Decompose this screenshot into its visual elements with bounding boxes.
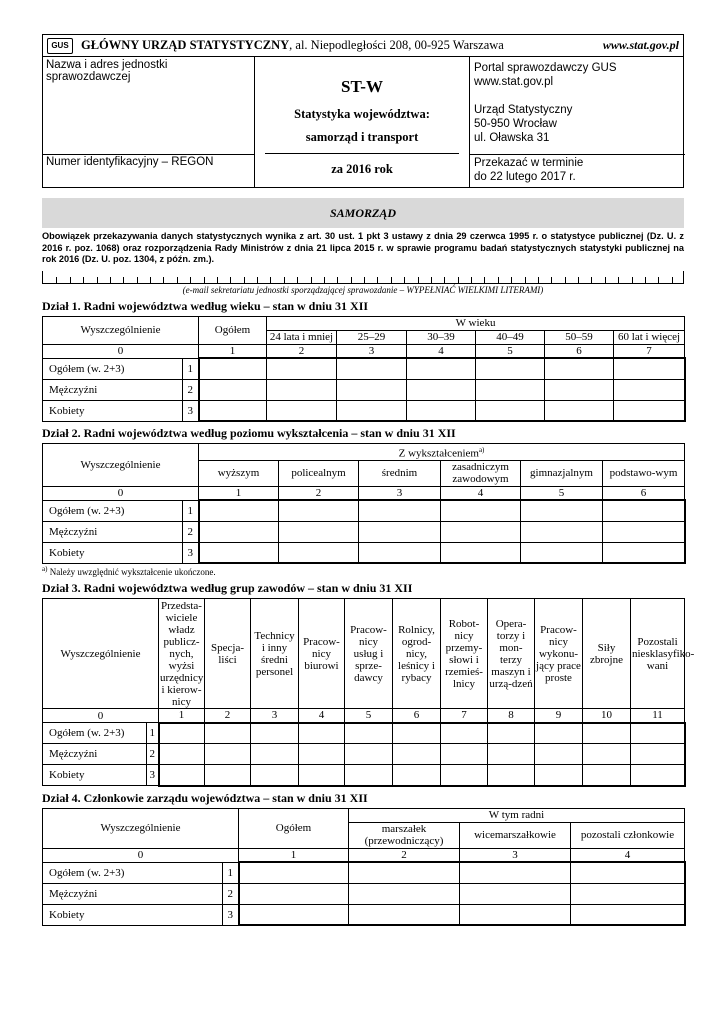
s1-head-total: Ogółem: [199, 316, 267, 344]
section1-title: Dział 1. Radni województwa według wieku – stan w dniu 31 XII: [42, 298, 369, 313]
email-char-divider: [618, 277, 619, 283]
data-cell[interactable]: [476, 358, 545, 379]
data-cell[interactable]: [603, 521, 685, 542]
email-char-divider: [498, 277, 499, 283]
email-char-divider: [137, 277, 138, 283]
s4-col-number: 2: [349, 848, 460, 862]
s3-col-header: Przedsta-wiciele władz publicz-nych, wyżsi urzędnicy i kierow-nicy: [160, 599, 204, 708]
row-label: Mężczyźni: [43, 521, 183, 542]
s3-col-number: 6: [393, 709, 441, 723]
s2-col-header: policealnym: [279, 460, 359, 486]
s3-col-number: 10: [583, 709, 631, 723]
s3-col-header: Pracow-nicy usług i sprze-dawcy: [345, 599, 393, 709]
section3-title: Dział 3. Radni województwa według grup zawodów – stan w dniu 31 XII: [42, 581, 413, 596]
email-char-divider: [471, 277, 472, 283]
table-row: [43, 400, 685, 421]
s1-head-label: Wyszczególnienie: [43, 316, 199, 344]
s2-col-header: zasadniczym zawodowym: [441, 460, 521, 486]
email-char-divider: [257, 277, 258, 283]
data-cell[interactable]: [441, 744, 488, 765]
data-cell[interactable]: [337, 400, 407, 421]
data-cell[interactable]: [614, 379, 685, 400]
data-cell[interactable]: [571, 862, 685, 883]
data-cell[interactable]: [603, 542, 685, 563]
s1-col-header: 25–29: [337, 330, 407, 344]
s1-col-number: 1: [199, 344, 267, 358]
data-cell[interactable]: [441, 521, 521, 542]
data-cell[interactable]: [571, 904, 685, 925]
email-char-divider: [177, 277, 178, 283]
row-label: Kobiety: [43, 765, 147, 786]
row-label: Kobiety: [43, 400, 183, 421]
form-top-grid: [42, 56, 684, 188]
s4-head-group: W tym radni: [349, 808, 685, 822]
deadline: [470, 155, 685, 187]
email-char-divider: [70, 277, 71, 283]
data-cell[interactable]: [545, 400, 614, 421]
email-char-divider: [431, 277, 432, 283]
office-name: Urząd Statystyczny: [474, 104, 573, 116]
email-char-divider: [284, 277, 285, 283]
s1-head-group: W wieku: [267, 316, 685, 330]
data-cell[interactable]: [345, 765, 393, 786]
email-char-divider: [551, 277, 552, 283]
data-cell[interactable]: [205, 765, 251, 786]
s2-col-header: wyższym: [199, 460, 279, 486]
s2-col-number: 5: [521, 486, 603, 500]
row-label: Ogółem (w. 2+3): [43, 723, 147, 744]
s4-col-header: wicemarszałkowie: [460, 822, 571, 848]
table-row: [43, 379, 685, 400]
email-char-divider: [605, 277, 606, 283]
row-number: 1: [183, 358, 199, 379]
s1-col-header: 30–39: [407, 330, 476, 344]
s1-col-number: 0: [43, 344, 199, 358]
data-cell[interactable]: [199, 379, 267, 400]
row-label: Mężczyźni: [43, 883, 223, 904]
email-char-divider: [244, 277, 245, 283]
gus-logo: GUS: [47, 38, 73, 54]
data-cell[interactable]: [441, 542, 521, 563]
data-cell[interactable]: [614, 400, 685, 421]
s1-col-header: 24 lata i mniej: [267, 330, 337, 344]
s2-col-header: podstawo-wym: [603, 460, 685, 486]
table-row: [43, 542, 685, 563]
s3-col-header: Robot-nicy przemy-słowi i rzemieś-lnicy: [441, 599, 488, 709]
data-cell[interactable]: [251, 765, 299, 786]
email-char-divider: [511, 277, 512, 283]
email-char-divider: [565, 277, 566, 283]
email-char-divider: [632, 277, 633, 283]
footnote-mark: a): [42, 565, 48, 574]
row-number: 1: [183, 500, 199, 521]
s1-col-header: 60 lat i więcej: [614, 330, 685, 344]
s3-col-header: Pracow-nicy biurowi: [299, 599, 345, 709]
data-cell[interactable]: [299, 744, 345, 765]
data-cell[interactable]: [583, 723, 631, 744]
section2-title: Dział 2. Radni województwa według poziomu wykształcenia – stan w dniu 31 XII: [42, 426, 456, 440]
s1-col-number: 4: [407, 344, 476, 358]
data-cell[interactable]: [545, 358, 614, 379]
s2-col-header: gimnazjalnym: [521, 460, 603, 486]
email-char-divider: [163, 277, 164, 283]
form-symbol: ST-W: [341, 77, 383, 96]
section2-table: [42, 443, 686, 564]
table-row: [43, 765, 685, 786]
row-number: 2: [183, 379, 199, 400]
s3-col-header: Opera-torzy i mon-terzy maszyn i urzą-dzeń: [488, 599, 535, 709]
s2-head-label: Wyszczególnienie: [43, 444, 199, 487]
table-row: [43, 862, 685, 883]
data-cell[interactable]: [205, 723, 251, 744]
s3-col-number: 7: [441, 709, 488, 723]
s2-head-group: [199, 444, 685, 461]
data-cell[interactable]: [159, 723, 205, 744]
s4-head-label: Wyszczególnienie: [43, 808, 239, 848]
s2-col-number: 3: [359, 486, 441, 500]
s3-col-header: Siły zbrojne: [583, 599, 631, 709]
row-label: Kobiety: [43, 904, 223, 925]
data-cell[interactable]: [583, 765, 631, 786]
form-header: [42, 34, 684, 56]
table-row: [43, 883, 685, 904]
data-cell[interactable]: [488, 723, 535, 744]
data-cell[interactable]: [631, 765, 685, 786]
data-cell[interactable]: [251, 723, 299, 744]
deadline-line2: do 22 lutego 2017 r.: [474, 171, 576, 183]
email-char-divider: [538, 277, 539, 283]
row-number: 1: [223, 862, 239, 883]
s3-col-header: Rolnicy, ogrod-nicy, leśnicy i rybacy: [393, 599, 441, 709]
data-cell[interactable]: [199, 500, 279, 521]
email-char-divider: [204, 277, 205, 283]
data-cell[interactable]: [631, 723, 685, 744]
s3-col-header: Technicy i inny średni personel: [251, 599, 299, 709]
data-cell[interactable]: [349, 904, 460, 925]
email-char-divider: [645, 277, 646, 283]
data-cell[interactable]: [279, 500, 359, 521]
table-row: [43, 358, 685, 379]
email-char-divider: [578, 277, 579, 283]
email-char-divider: [418, 277, 419, 283]
unit-name-field[interactable]: [43, 57, 254, 155]
data-cell[interactable]: [199, 521, 279, 542]
data-cell[interactable]: [345, 744, 393, 765]
data-cell[interactable]: [267, 379, 337, 400]
s2-col-header: średnim: [359, 460, 441, 486]
footnote-text: Należy uwzględnić wykształcenie ukończone.: [47, 567, 216, 578]
regon-label: Numer identyfikacyjny – REGON: [46, 156, 214, 168]
email-char-divider: [297, 277, 298, 283]
email-char-divider: [484, 277, 485, 283]
email-char-divider: [351, 277, 352, 283]
s3-col-header: Pozostali niesklasyfiko-wani: [631, 599, 685, 709]
section1-table: [42, 316, 686, 423]
email-char-divider: [150, 277, 151, 283]
email-char-divider: [404, 277, 405, 283]
s1-col-number: 3: [337, 344, 407, 358]
org-name: GŁÓWNY URZĄD STATYSTYCZNY: [81, 38, 290, 52]
data-cell[interactable]: [545, 379, 614, 400]
email-char-divider: [364, 277, 365, 283]
data-cell[interactable]: [407, 358, 476, 379]
row-number: 2: [223, 883, 239, 904]
email-char-divider: [458, 277, 459, 283]
s1-col-header: 50–59: [545, 330, 614, 344]
data-cell[interactable]: [239, 883, 349, 904]
respondent-panel: [43, 57, 255, 187]
row-number: 2: [183, 521, 199, 542]
email-char-divider: [391, 277, 392, 283]
data-cell[interactable]: [441, 500, 521, 521]
data-cell[interactable]: [239, 862, 349, 883]
s4-col-number: 4: [571, 848, 685, 862]
s2-col-number: 4: [441, 486, 521, 500]
row-number: 3: [147, 765, 159, 786]
data-cell[interactable]: [535, 765, 583, 786]
data-cell[interactable]: [614, 358, 685, 379]
email-char-divider: [525, 277, 526, 283]
s3-col-header: Pracow-nicy wykonu-jący prace proste: [535, 599, 583, 709]
email-char-divider: [230, 277, 231, 283]
data-cell[interactable]: [159, 765, 205, 786]
section3-table: [42, 598, 695, 787]
data-cell[interactable]: [359, 521, 441, 542]
section2-footnote: [42, 565, 684, 577]
data-cell[interactable]: [407, 400, 476, 421]
s4-col-header: pozostali członkowie: [571, 822, 685, 848]
regon-field[interactable]: [43, 155, 254, 187]
data-cell[interactable]: [535, 723, 583, 744]
s1-col-number: 5: [476, 344, 545, 358]
deadline-line1: Przekazać w terminie: [474, 157, 584, 169]
email-char-divider: [324, 277, 325, 283]
row-number: 1: [147, 723, 159, 744]
form-page: [42, 34, 695, 926]
email-char-divider: [190, 277, 191, 283]
data-cell[interactable]: [476, 379, 545, 400]
section-band: SAMORZĄD: [42, 198, 684, 228]
data-cell[interactable]: [535, 744, 583, 765]
data-cell[interactable]: [267, 400, 337, 421]
data-cell[interactable]: [393, 723, 441, 744]
email-char-divider: [97, 277, 98, 283]
unit-name-label: Nazwa i adres jednostki sprawozdawczej: [46, 59, 168, 83]
form-title-panel: [255, 57, 469, 187]
s3-col-number: 0: [43, 709, 159, 723]
s1-col-number: 7: [614, 344, 685, 358]
row-number: 2: [147, 744, 159, 765]
data-cell[interactable]: [460, 862, 571, 883]
data-cell[interactable]: [521, 521, 603, 542]
email-caption: (e-mail sekretariatu jednostki sporządzającej sprawozdanie – WYPEŁNIAĆ WIELKIMI LITERAMI): [182, 284, 544, 295]
data-cell[interactable]: [205, 744, 251, 765]
s3-col-number: 1: [159, 709, 205, 723]
data-cell[interactable]: [460, 883, 571, 904]
email-char-divider: [591, 277, 592, 283]
s4-col-number: 3: [460, 848, 571, 862]
email-char-divider: [123, 277, 124, 283]
data-cell[interactable]: [441, 765, 488, 786]
data-cell[interactable]: [521, 542, 603, 563]
data-cell[interactable]: [267, 358, 337, 379]
recipient-panel: [469, 57, 685, 187]
email-char-divider: [377, 277, 378, 283]
data-cell[interactable]: [521, 500, 603, 521]
email-char-divider: [270, 277, 271, 283]
s2-col-number: 2: [279, 486, 359, 500]
s2-col-number: 6: [603, 486, 685, 500]
row-label: Mężczyźni: [43, 379, 183, 400]
email-char-divider: [444, 277, 445, 283]
table-row: [43, 521, 685, 542]
data-cell[interactable]: [199, 542, 279, 563]
org-line: [81, 38, 504, 53]
row-label: Ogółem (w. 2+3): [43, 358, 183, 379]
data-cell[interactable]: [488, 765, 535, 786]
data-cell[interactable]: [583, 744, 631, 765]
data-cell[interactable]: [407, 379, 476, 400]
email-char-divider: [110, 277, 111, 283]
email-char-divider: [337, 277, 338, 283]
recipient-info: [470, 57, 685, 155]
section4-table: [42, 808, 686, 927]
data-cell[interactable]: [631, 744, 685, 765]
website[interactable]: www.stat.gov.pl: [602, 38, 679, 52]
form-title-line1: Statystyka województwa:: [294, 107, 430, 121]
data-cell[interactable]: [488, 744, 535, 765]
data-cell[interactable]: [279, 542, 359, 563]
table-row: [43, 723, 685, 744]
row-label: Ogółem (w. 2+3): [43, 500, 183, 521]
s1-col-header: 40–49: [476, 330, 545, 344]
data-cell[interactable]: [345, 723, 393, 744]
office-street: ul. Oławska 31: [474, 132, 550, 144]
s3-col-header: Specja-liści: [205, 599, 251, 709]
data-cell[interactable]: [337, 379, 407, 400]
s2-col-number: 0: [43, 486, 199, 500]
data-cell[interactable]: [251, 744, 299, 765]
portal-url[interactable]: www.stat.gov.pl: [474, 76, 554, 88]
data-cell[interactable]: [279, 521, 359, 542]
row-number: 3: [183, 400, 199, 421]
data-cell[interactable]: [359, 542, 441, 563]
data-cell[interactable]: [359, 500, 441, 521]
email-char-divider: [83, 277, 84, 283]
s3-head-label: Wyszczególnienie: [43, 599, 159, 709]
legal-obligation-text: Obowiązek przekazywania danych statystycznych wynika z art. 30 ust. 1 pkt 3 ustawy z dnia 29 czerwca 1995 r. o statystyce publicznej (Dz. U. z 2016 r. poz. 1068) oraz rozporządzenia Rady Ministrów z dnia 21 lipca 2015 r. w sprawie programu badań statystycznych statystyki publicznej na rok 2016 (Dz. U. poz. 1304, z późn. zm.).: [42, 231, 684, 264]
s1-col-number: 6: [545, 344, 614, 358]
s3-col-number: 11: [631, 709, 685, 723]
data-cell[interactable]: [349, 862, 460, 883]
s2-col-number: 1: [199, 486, 279, 500]
portal-name: Portal sprawozdawczy GUS: [474, 62, 617, 74]
table-row: [43, 744, 685, 765]
s1-col-number: 2: [267, 344, 337, 358]
s3-col-number: 5: [345, 709, 393, 723]
email-char-divider: [672, 277, 673, 283]
row-label: Ogółem (w. 2+3): [43, 862, 223, 883]
s4-head-total: Ogółem: [239, 808, 349, 848]
email-char-divider: [217, 277, 218, 283]
data-cell[interactable]: [571, 883, 685, 904]
section4-title: Dział 4. Członkowie zarządu województwa – stan w dniu 31 XII: [42, 790, 368, 805]
email-char-divider: [56, 277, 57, 283]
row-label: Mężczyźni: [43, 744, 147, 765]
s3-col-number: 2: [205, 709, 251, 723]
s4-col-number: 0: [43, 848, 239, 862]
data-cell[interactable]: [393, 765, 441, 786]
table-row: [43, 500, 685, 521]
s3-col-number: 3: [251, 709, 299, 723]
s2-group-sup: a): [478, 446, 485, 454]
data-cell[interactable]: [460, 904, 571, 925]
data-cell[interactable]: [299, 723, 345, 744]
data-cell[interactable]: [337, 358, 407, 379]
office-city: 50-950 Wrocław: [474, 118, 557, 130]
data-cell[interactable]: [349, 883, 460, 904]
table-row: [43, 904, 685, 925]
data-cell[interactable]: [393, 744, 441, 765]
data-cell[interactable]: [441, 723, 488, 744]
form-year: za 2016 rok: [331, 162, 393, 176]
data-cell[interactable]: [199, 358, 267, 379]
data-cell[interactable]: [239, 904, 349, 925]
data-cell[interactable]: [159, 744, 205, 765]
s4-col-number: 1: [239, 848, 349, 862]
email-char-divider: [311, 277, 312, 283]
data-cell[interactable]: [603, 500, 685, 521]
s3-col-number: 9: [535, 709, 583, 723]
email-input-boxes[interactable]: [42, 271, 684, 284]
data-cell[interactable]: [299, 765, 345, 786]
email-char-divider: [658, 277, 659, 283]
org-address: , al. Niepodległości 208, 00-925 Warszawa: [289, 38, 504, 52]
s3-col-number: 8: [488, 709, 535, 723]
row-number: 3: [183, 542, 199, 563]
form-title-line2: samorząd i transport: [265, 130, 459, 154]
row-label: Kobiety: [43, 542, 183, 563]
data-cell[interactable]: [199, 400, 267, 421]
s4-col-header: marszałek (przewodniczący): [349, 822, 460, 848]
row-number: 3: [223, 904, 239, 925]
data-cell[interactable]: [476, 400, 545, 421]
s3-col-number: 4: [299, 709, 345, 723]
s2-group-text: Z wykształceniem: [398, 447, 479, 460]
